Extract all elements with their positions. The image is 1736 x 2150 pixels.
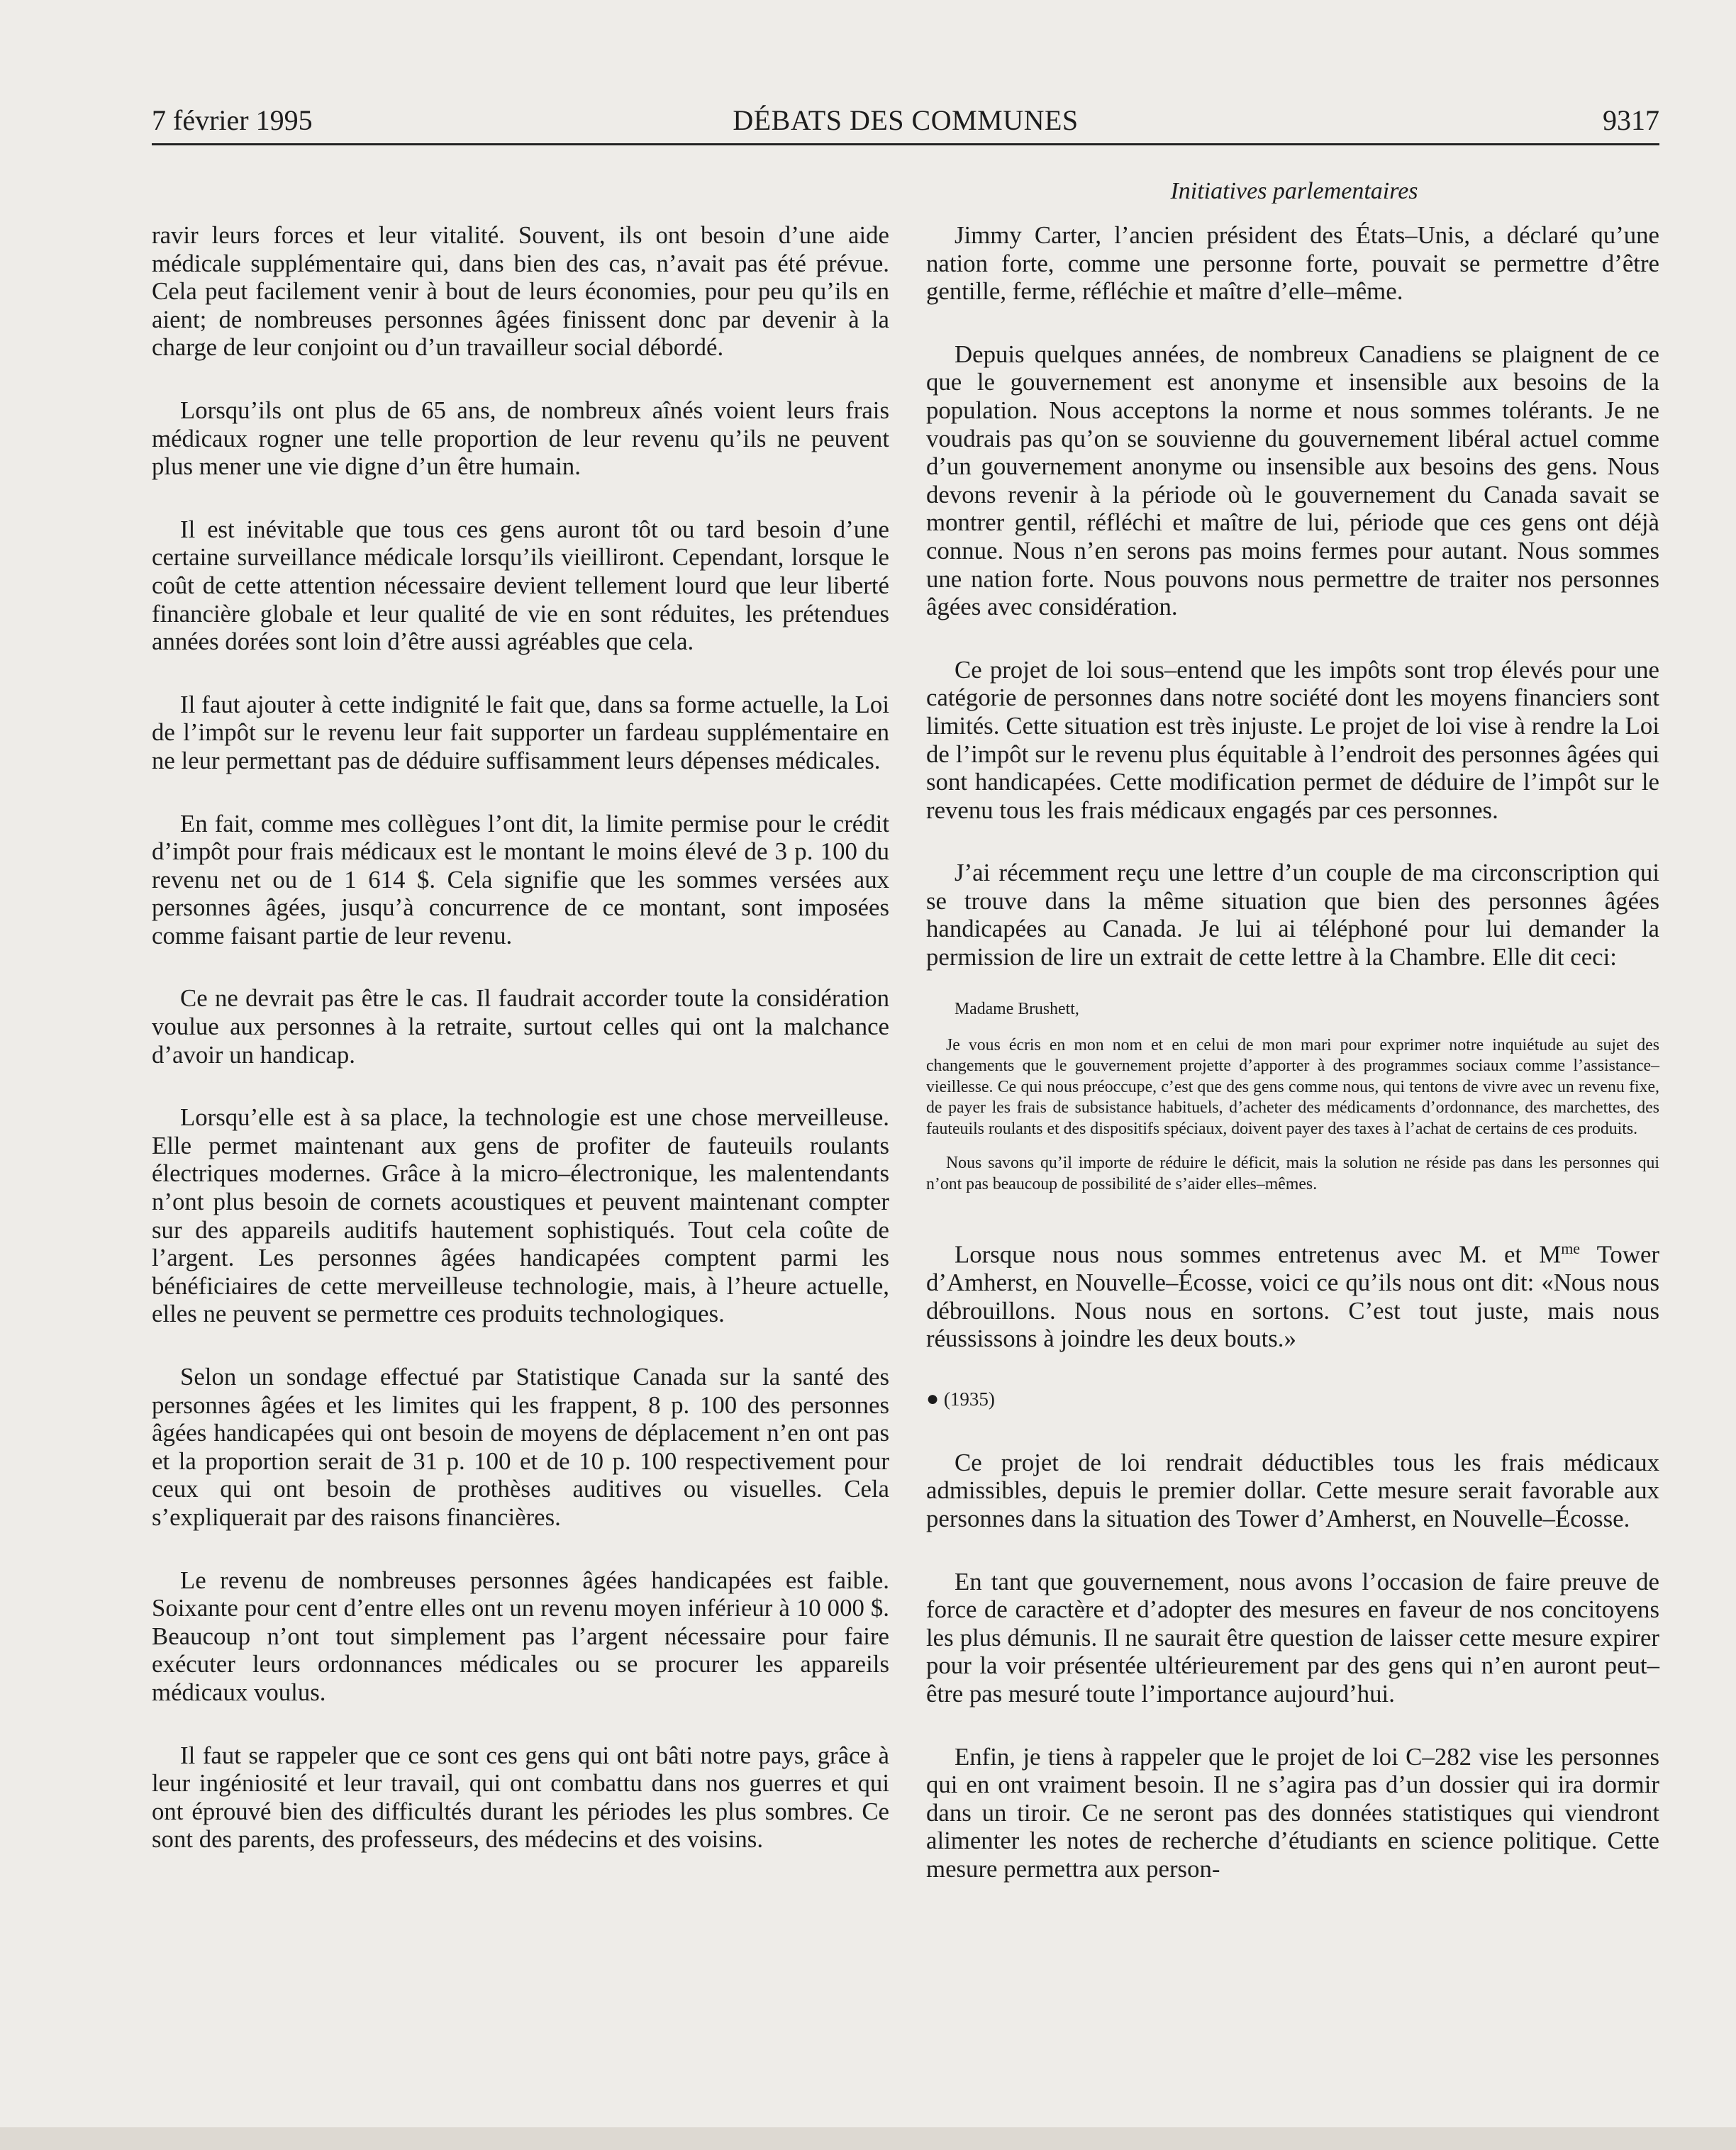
paragraph: Lorsqu’elle est à sa place, la technologie est une chose merveilleuse. Elle permet maintenant aux gens de profiter de fauteuils roulants électriques modernes. Grâce à la micro–électronique, les malentendants n’ont plus besoin de cornets acoustiques et peuvent maintenant compter sur des appareils auditifs hautement sophistiqués. Tout cela coûte de l’argent. Les personnes âgées handicapées comptent parmi les bénéficiaires de cette merveilleuse technologie, mais, à l’heure actuelle, elles ne peuvent se permettre ces produits technologiques.	[152, 1103, 889, 1328]
bullet-dot-icon: ●	[926, 1386, 940, 1410]
paragraph: Ce projet de loi sous–entend que les impôts sont trop élevés pour une catégorie de personnes dans notre société dont les moyens financiers sont limités. Cette situation est très injuste. Le projet de loi vise à rendre la Loi de l’impôt sur le revenu plus équitable à l’endroit des personnes âgées qui sont handicapées. Cette modification permet de déduire de l’impôt sur le revenu tous les frais médicaux engagés par ces personnes.	[926, 655, 1659, 824]
quoted-letter	[926, 999, 1659, 1195]
paragraph: Il faut ajouter à cette indignité le fait que, dans sa forme actuelle, la Loi de l’impôt sur le revenu leur fait supporter un fardeau supplémentaire en ne leur permettant pas de déduire suffisamment leurs dépenses médicales.	[152, 690, 889, 774]
paragraph-tower	[926, 1235, 1659, 1353]
letter-salutation: Madame Brushett,	[955, 999, 1079, 1018]
tower-superscript: me	[1561, 1239, 1581, 1257]
page-header	[152, 99, 1659, 142]
tower-text-end: Tower d’Amherst, en Nouvelle–Écosse, voici ce qu’ils nous ont dit: «Nous nous débrouillons. Nous nous en sortons. C’est tout juste, mais nous réussissons à joindre les deux bouts.»	[926, 1240, 1659, 1353]
page-bottom-edge	[0, 2127, 1736, 2150]
paragraph: En tant que gouvernement, nous avons l’occasion de faire preuve de force de caractère et d’adopter des mesures en faveur de nos concitoyens les plus démunis. Il ne saurait être question de laisser cette mesure expirer pour la voir présentée ultérieurement par des gens qui n’en auront peut–être pas mesuré toute l’importance aujourd’hui.	[926, 1567, 1659, 1708]
time-marker-text: (1935)	[943, 1388, 995, 1410]
paragraph: En fait, comme mes collègues l’ont dit, la limite permise pour le crédit d’impôt pour frais médicaux est le montant le moins élevé de 3 p. 100 du revenu net ou de 1 614 $. Cela signifie que les sommes versées aux personnes âgées, jusqu’à concurrence de ce montant, sont imposées comme faisant partie de leur revenu.	[152, 809, 889, 949]
header-rule	[152, 143, 1659, 145]
paragraph: Selon un sondage effectué par Statistique Canada sur la santé des personnes âgées et les limites qui les frappent, 8 p. 100 des personnes âgées handicapées qui ont besoin de moyens de déplacement n’en ont pas et la proportion serait de 31 p. 100 et de 10 p. 100 respectivement pour ceux qui ont besoin de prothèses auditives ou visuelles. Cela s’expliquerait par des raisons financières.	[152, 1363, 889, 1531]
paragraph: Lorsqu’ils ont plus de 65 ans, de nombreux aînés voient leurs frais médicaux rogner une telle proportion de leur revenu qu’ils ne peuvent plus mener une vie digne d’un être humain.	[152, 396, 889, 481]
letter-paragraph: Nous savons qu’il importe de réduire le déficit, mais la solution ne réside pas dans les personnes qui n’ont pas beaucoup de possibilité de s’aider elles–mêmes.	[926, 1154, 1659, 1193]
right-column	[926, 221, 1659, 1918]
paragraph: Le revenu de nombreuses personnes âgées handicapées est faible. Soixante pour cent d’entre elles ont un revenu moyen inférieur à 10 000 $. Beaucoup n’ont tout simplement pas l’argent nécessaire pour faire exécuter leurs ordonnances médicales ou se procurer les appareils médicaux voulus.	[152, 1566, 889, 1706]
section-rubric: Initiatives parlementaires	[1170, 178, 1418, 204]
left-column	[152, 221, 889, 1888]
header-title: DÉBATS DES COMMUNES	[733, 104, 1079, 136]
paragraph: Enfin, je tiens à rappeler que le projet de loi C–282 vise les personnes qui en ont vraiment besoin. Il ne s’agira pas d’un dossier qui ira dormir dans un tiroir. Ce ne seront pas des données statistiques qui viendront alimenter les notes de recherche d’étudiants en science politique. Cette mesure permettra aux person-	[926, 1742, 1659, 1883]
paragraph: Depuis quelques années, de nombreux Canadiens se plaignent de ce que le gouvernement est anonyme et insensible aux besoins de la population. Nous acceptons la norme et nous sommes tolérants. Je ne voudrais pas qu’on se souvienne du gouvernement libéral actuel comme d’un gouvernement anonyme ou insensible aux besoins des gens. Nous devons revenir à la période où le gouvernement du Canada savait se montrer gentil, réfléchi et maître de lui, période que ces gens ont déjà connue. Nous n’en serons pas moins fermes pour autant. Nous sommes une nation forte. Nous pouvons nous permettre de traiter nos personnes âgées avec considération.	[926, 340, 1659, 621]
header-page-number: 9317	[1603, 104, 1659, 136]
tower-text-start: Lorsque nous nous sommes entretenus avec M. et M	[955, 1240, 1562, 1269]
paragraph: Ce projet de loi rendrait déductibles tous les frais médicaux admissibles, depuis le premier dollar. Cette mesure serait favorable aux personnes dans la situation des Tower d’Amherst, en Nouvelle–Écosse.	[926, 1448, 1659, 1533]
time-marker	[926, 1385, 1659, 1413]
paragraph: J’ai récemment reçu une lettre d’un couple de ma circonscription qui se trouve dans la même situation que bien des personnes âgées handicapées au Canada. Je lui ai téléphoné pour lui demander la permission de lire un extrait de cette lettre à la Chambre. Elle dit ceci:	[926, 859, 1659, 971]
paragraph: Ce ne devrait pas être le cas. Il faudrait accorder toute la considération voulue aux personnes à la retraite, surtout celles qui ont la malchance d’avoir un handicap.	[152, 984, 889, 1069]
paragraph: ravir leurs forces et leur vitalité. Souvent, ils ont besoin d’une aide médicale supplémentaire qui, dans bien des cas, n’avait pas été prévue. Cela peut facilement venir à bout de leurs économies, pour peu qu’ils en aient; de nombreuses personnes âgées finissent donc par devenir à la charge de leur conjoint ou d’un travailleur social débordé.	[152, 221, 889, 362]
header-date: 7 février 1995	[152, 104, 313, 136]
paragraph: Il est inévitable que tous ces gens auront tôt ou tard besoin d’une certaine surveillance médicale lorsqu’ils vieilliront. Cependant, lorsque le coût de cette attention nécessaire devient tellement lourd que leur liberté financière globale et leur qualité de vie en sont réduites, les prétendues années dorées sont loin d’être aussi agréables que cela.	[152, 515, 889, 656]
paragraph: Il faut se rappeler que ce sont ces gens qui ont bâti notre pays, grâce à leur ingéniosité et leur travail, qui ont combattu dans nos guerres et qui ont éprouvé bien des difficultés durant les périodes les plus sombres. Ce sont des parents, des professeurs, des médecins et des voisins.	[152, 1741, 889, 1854]
paragraph: Jimmy Carter, l’ancien président des États–Unis, a déclaré qu’une nation forte, comme une personne forte, pouvait se permettre d’être gentille, ferme, réfléchie et maître d’elle–même.	[926, 221, 1659, 306]
letter-paragraph: Je vous écris en mon nom et en celui de mon mari pour exprimer notre inquiétude au sujet des changements que le gouvernement projette d’apporter à des programmes sociaux comme l’assistance–vieillesse. Ce qui nous préoccupe, c’est que des gens comme nous, qui tentons de vivre avec un revenu fixe, de payer les frais de subsistance habituels, d’acheter des médicaments d’ordonnance, des marchettes, des fauteuils roulants et des dispositifs spéciaux, doivent payer des taxes à l’achat de certains de ces produits.	[926, 1036, 1659, 1138]
